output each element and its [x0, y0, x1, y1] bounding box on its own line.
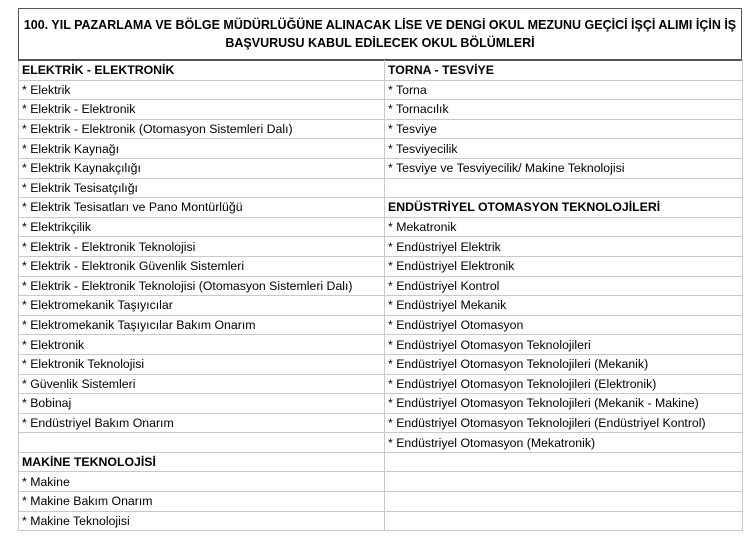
table-row — [19, 394, 743, 414]
department-item: * Endüstriyel Otomasyon Teknolojileri (Endüstriyel Kontrol) — [385, 413, 743, 433]
department-item: * Elektrik - Elektronik Teknolojisi — [19, 237, 385, 257]
empty-cell — [385, 472, 743, 492]
table-row — [19, 354, 743, 374]
title-line-1: 100. YIL PAZARLAMA VE BÖLGE MÜDÜRLÜĞÜNE ALINACAK LİSE VE DENGİ OKUL MEZUNU GEÇİCİ İŞÇİ ALIMI İÇİN İŞ — [23, 18, 737, 32]
department-item: * Makine Bakım Onarım — [19, 492, 385, 512]
department-item: * Endüstriyel Elektrik — [385, 237, 743, 257]
department-item: * Elektrikçilik — [19, 217, 385, 237]
department-item: * Endüstriyel Elektronik — [385, 256, 743, 276]
department-item: * Elektronik — [19, 335, 385, 355]
table-row — [19, 472, 743, 492]
department-item: * Elektronik Teknolojisi — [19, 354, 385, 374]
section-header: ENDÜSTRİYEL OTOMASYON TEKNOLOJİLERİ — [385, 198, 743, 218]
empty-cell — [385, 492, 743, 512]
department-item: * Endüstriyel Otomasyon Teknolojileri (Mekanik) — [385, 354, 743, 374]
table-row — [19, 100, 743, 120]
table-row — [19, 61, 743, 81]
table-row — [19, 178, 743, 198]
section-header: ELEKTRİK - ELEKTRONİK — [19, 61, 385, 81]
department-item: * Endüstriyel Bakım Onarım — [19, 413, 385, 433]
department-item: * Endüstriyel Kontrol — [385, 276, 743, 296]
empty-cell — [385, 452, 743, 472]
departments-table-body — [19, 61, 743, 531]
department-item: * Endüstriyel Otomasyon Teknolojileri (Mekanik - Makine) — [385, 394, 743, 414]
department-item: * Tesviye — [385, 119, 743, 139]
department-item: * Tesviyecilik — [385, 139, 743, 159]
document-title — [18, 8, 742, 60]
table-row — [19, 315, 743, 335]
department-item: * Elektrik - Elektronik (Otomasyon Sistemleri Dalı) — [19, 119, 385, 139]
table-row — [19, 413, 743, 433]
department-item: * Elektrik Kaynakçılığı — [19, 158, 385, 178]
department-item: * Elektrik Kaynağı — [19, 139, 385, 159]
table-row — [19, 276, 743, 296]
table-row — [19, 237, 743, 257]
section-header: MAKİNE TEKNOLOJİSİ — [19, 452, 385, 472]
title-line-2: BAŞVURUSU KABUL EDİLECEK OKUL BÖLÜMLERİ — [225, 36, 535, 50]
department-item: * Torna — [385, 80, 743, 100]
department-item: * Elektrik — [19, 80, 385, 100]
document-sheet — [18, 8, 742, 531]
department-item: * Makine Teknolojisi — [19, 511, 385, 531]
table-row — [19, 139, 743, 159]
table-row — [19, 433, 743, 453]
department-item: * Endüstriyel Otomasyon Teknolojileri (Elektronik) — [385, 374, 743, 394]
department-item: * Tornacılık — [385, 100, 743, 120]
table-row — [19, 374, 743, 394]
department-item: * Elektrik - Elektronik Teknolojisi (Otomasyon Sistemleri Dalı) — [19, 276, 385, 296]
department-item: * Bobinaj — [19, 394, 385, 414]
departments-table — [18, 60, 743, 531]
department-item: * Endüstriyel Otomasyon Teknolojileri — [385, 335, 743, 355]
department-item: * Endüstriyel Otomasyon — [385, 315, 743, 335]
department-item: * Elektrik - Elektronik Güvenlik Sistemleri — [19, 256, 385, 276]
department-item: * Elektromekanik Taşıyıcılar — [19, 296, 385, 316]
department-item: * Makine — [19, 472, 385, 492]
department-item: * Elektromekanik Taşıyıcılar Bakım Onarım — [19, 315, 385, 335]
department-item: * Güvenlik Sistemleri — [19, 374, 385, 394]
department-item: * Tesviye ve Tesviyecilik/ Makine Teknolojisi — [385, 158, 743, 178]
table-row — [19, 158, 743, 178]
table-row — [19, 335, 743, 355]
table-row — [19, 452, 743, 472]
table-row — [19, 119, 743, 139]
empty-cell — [385, 511, 743, 531]
table-row — [19, 217, 743, 237]
department-item: * Elektrik Tesisatları ve Pano Montürlüğü — [19, 198, 385, 218]
empty-cell — [385, 178, 743, 198]
department-item: * Elektrik - Elektronik — [19, 100, 385, 120]
table-row — [19, 296, 743, 316]
department-item: * Endüstriyel Otomasyon (Mekatronik) — [385, 433, 743, 453]
department-item: * Mekatronik — [385, 217, 743, 237]
table-row — [19, 511, 743, 531]
table-row — [19, 256, 743, 276]
table-row — [19, 198, 743, 218]
section-header: TORNA - TESVİYE — [385, 61, 743, 81]
department-item: * Elektrik Tesisatçılığı — [19, 178, 385, 198]
table-row — [19, 492, 743, 512]
empty-cell — [19, 433, 385, 453]
department-item: * Endüstriyel Mekanik — [385, 296, 743, 316]
table-row — [19, 80, 743, 100]
